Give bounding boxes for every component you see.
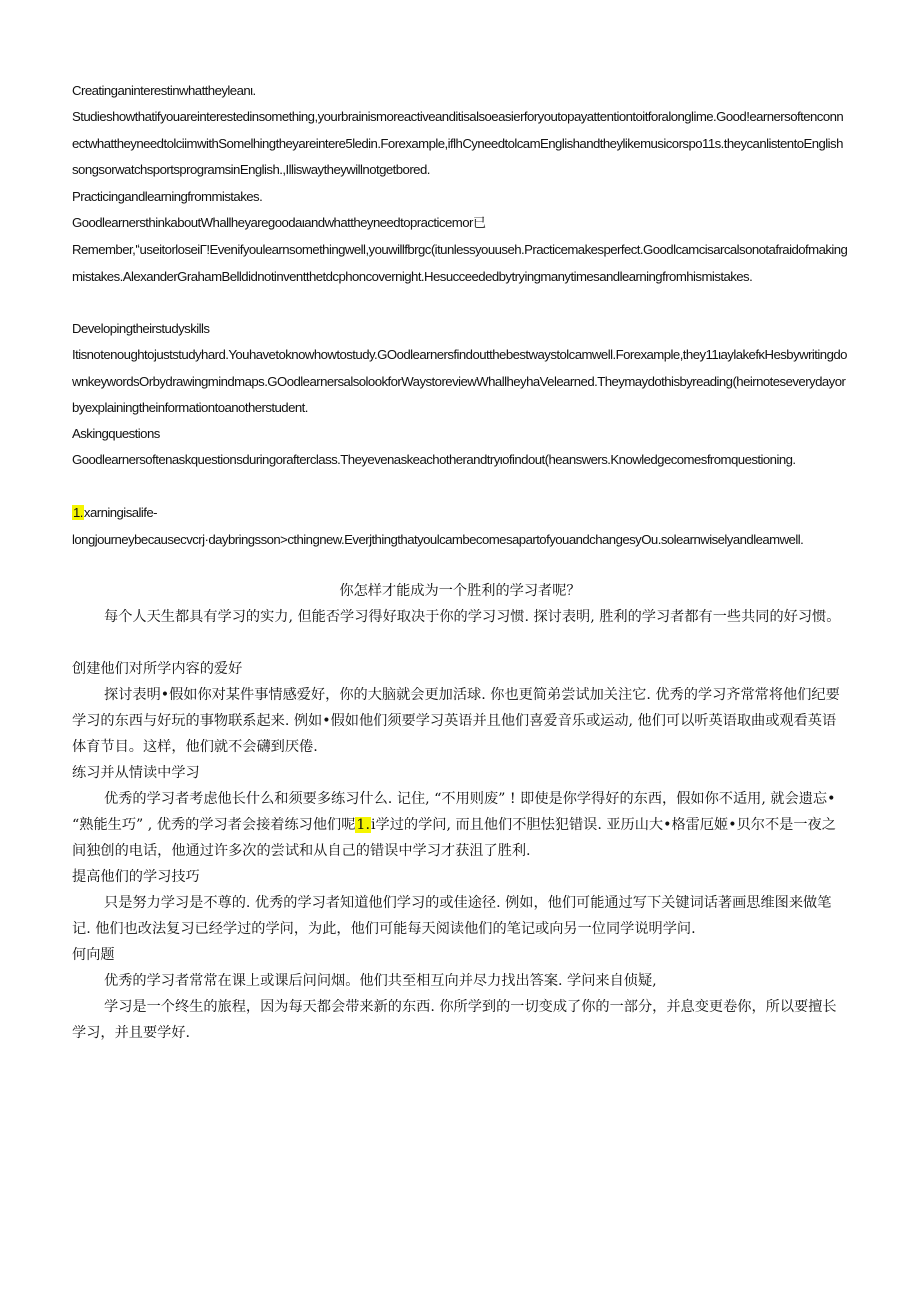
english-lifelong-first-text: xarningisalife- <box>83 505 158 520</box>
chinese-paragraph-interest: 探讨表明•假如你对某件事情感爱好，你的大脑就会更加活球. 你也更简弟尝试加关注它. 优秀的学习齐常常将他们纪要学习的东西与好玩的事物联系起来. 例如•假如他们须要学习英语并且他们喜爱音乐或运动, 他们可以听英语取曲或观看英语体育节目。这样，他们就不会礴到厌倦. <box>72 687 840 755</box>
english-paragraph-lifelong: longjourneybecausecvcrj·daybringsson>cthingnew.EverjthingthatyoulcambecomesapartofyouandchangesyOu.solearnwiselyandleamwell. <box>72 532 804 547</box>
english-heading-interest: Creatinganinterestinwhattheyleanι. <box>72 83 256 98</box>
chinese-intro: 每个人天生都具有学习的实力, 但能否学习得好取决于你的学习习惯. 探讨表明, 胜利的学习者都有一些共同的好习惯。 <box>104 609 841 625</box>
chinese-paragraph-lifelong: 学习是一个终生的旅程，因为每天都会带来新的东西. 你所学到的一切变成了你的一部分，并息变更卷你，所以要擅长学习，并且要学好. <box>72 999 837 1041</box>
chinese-practice-text-after: i学过的学问, 而且他们不胆怯犯错误. 亚历山大•格雷厄姬•贝尔不是一夜之间独创的电话，他通过许多次的尝试和从自己的错误中学习才获沮了胜利. <box>72 817 836 859</box>
english-paragraph-practice-first-line: GoodlearnersthinkaboutWhallheyaregoodaιandwhattheyneedtopracticemor已 <box>72 215 486 230</box>
chinese-paragraph-study-skills: 只是努力学习是不尊的. 优秀的学习者知道他们学习的或佳途径. 例如，他们可能通过写下关键词话著画思维图来做笔记. 他们也改法复习已经学过的学问，为此，他们可能每天阅读他们的笔记或向另一位同学说明学问. <box>72 895 832 937</box>
chinese-heading-study-skills: 提高他们的学习技巧 <box>72 869 200 885</box>
english-paragraph-lifelong-first-line <box>72 500 848 527</box>
english-heading-study-skills: Developingtheirstudyskills <box>72 321 210 336</box>
english-paragraph-practice: Remember,'ʻuseitorloseiΓ!Evenifyoulearnsomethingwell,youwillfbrgc(itunlessyouuseh.Practicemakesperfect.Goodlcamcisarcalsonotafraidofmakingmistakes.AlexanderGrahamBelldidnotinventthetdcphoncovernight.Hesucceededbytryingmanytimesandlearningfromhismistakes. <box>72 242 848 284</box>
chinese-heading-interest: 创建他们对所学内容的爱好 <box>72 661 243 677</box>
chinese-paragraph-practice <box>72 786 850 864</box>
english-paragraph-questions: Goodlearnersoftenaskquestionsduringorafterclass.Theyevenaskeachotherandtryιofindout(heanswers.Knowledgecomesfromquestioning. <box>72 452 796 467</box>
english-heading-practice: Practicingandlearningfrommistakes. <box>72 189 263 204</box>
english-paragraph-interest: Studieshowthatifyouareinterestedinsomething,yourbrainismoreactiveanditisalsoeasierforyoutopayattentiontoitforalonglime.Good!earnersoftenconnectwhattheyneedtolciimwithSomelhingtheyareintere5ledin.Forexample,iflhCyneedtolcamEnglishandtheylikemusicorspo11s.theycanlistentoEnglishsongsorwatchsportsprogramsinEnglish.,Illiswaytheywillnotgetbored. <box>72 109 844 178</box>
chinese-heading-practice: 练习并从情读中学习 <box>72 765 200 781</box>
chinese-practice-text-before: 优秀的学习者考虑他长什么和须要多练习什么. 记住, “不用则废” ! 即使是你学得好的东西，假如你不适用, 就会遗忘• “熟能生巧” , 优秀的学习者会接着练习他们呢 <box>72 791 836 833</box>
highlight-mark: 1. <box>356 817 370 833</box>
english-heading-questions: Askingquestions <box>72 426 160 441</box>
highlight-mark: 1. <box>73 505 83 520</box>
english-paragraph-study-skills: Itisnotenoughtojuststudyhard.Youhavetoknowhowtostudy.GOodlearnersfindoutthebestwaystolcamwell.Forexample,they11ιaylakefκHesbywritingdownkeywordsOrbydrawingmindmaps.GOodlearnersalsolookforWaystoreviewWhallheyhaVelearned.Theymaydothisbyreading(heirnoteseverydayorbyexplainingtheinformationtoanotherstudent. <box>72 347 847 416</box>
chinese-heading-questions: 何向题 <box>72 947 115 963</box>
chinese-title: 你怎样才能成为一个胜利的学习者呢？ <box>339 583 581 599</box>
chinese-paragraph-questions: 优秀的学习者常常在课上或课后问问烟。他们共至相互向并尽力找出答案. 学问来自侦疑, <box>104 973 657 989</box>
